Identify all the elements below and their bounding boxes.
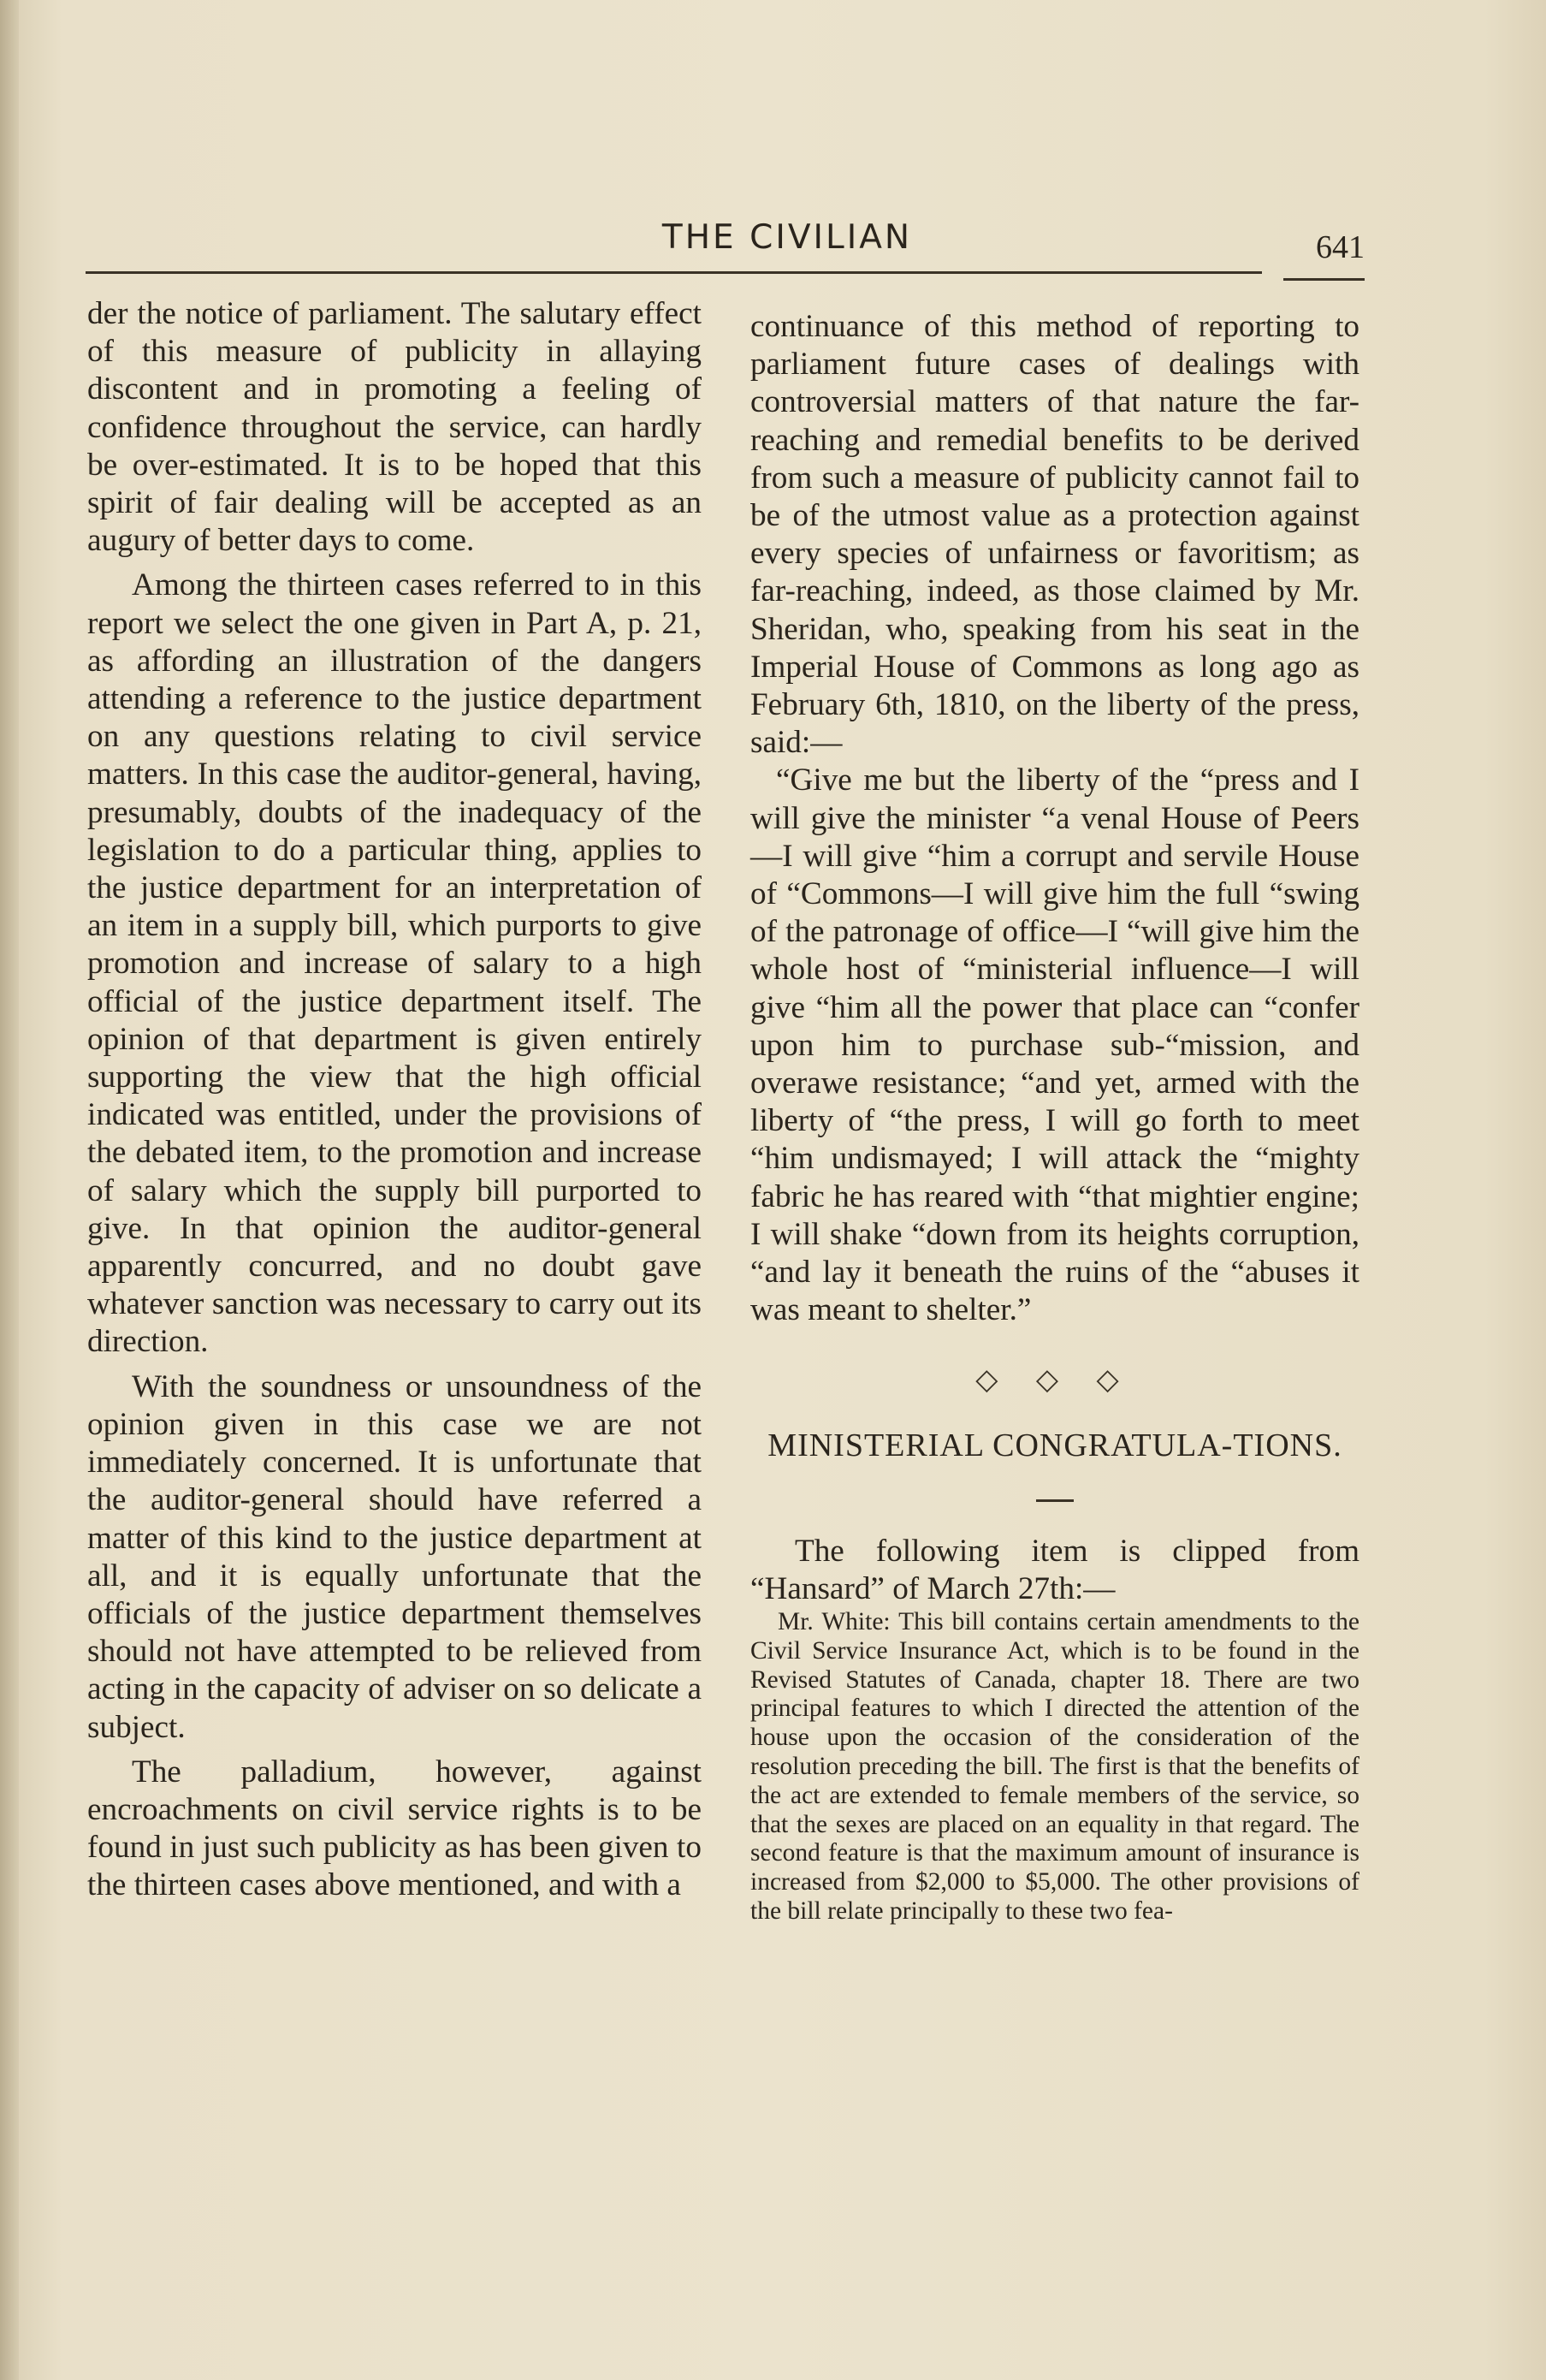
section-ornament: ◇ ◇ ◇ bbox=[975, 1364, 1134, 1397]
left-column bbox=[87, 295, 702, 1905]
left-paragraph-4: The palladium, however, against encroachments on civil service rights is to be found in just such publicity as has been given to the thirteen cases above mentioned, and with a bbox=[87, 1754, 702, 1903]
page-number: 641 bbox=[1316, 229, 1365, 265]
left-paragraph-3: With the soundness or unsoundness of the opinion given in this case we are not immediately concerned. It is unfortunate that the auditor-general should have referred a matter of this kind to the justice department at all, and it is equally unfortunate that the officials of the justice department themselves should not have attempted to be relieved from acting in the capacity of adviser on so delicate a subject. bbox=[87, 1368, 702, 1745]
hansard-excerpt: Mr. White: This bill contains certain amendments to the Civil Service Insurance Act, which is to be found in the Revised Statutes of Canada, chapter 18. There are two principal features to which I directed the attention of the house upon the occasion of the consideration of the resolution preceding the bill. The first is that the benefits of the act are extended to female members of the service, so that the sexes are placed on an equality in that regard. The second feature is that the maximum amount of insurance is increased from $2,000 to $5,000. The other provisions of the bill relate principally to these two fea- bbox=[750, 1608, 1359, 1926]
header-rule bbox=[86, 271, 1262, 274]
sheridan-quote: “Give me but the liberty of the “press and I will give the minister “a venal House of Peers—I will give “him a corrupt and servile House of “Commons—I will give him the full “swing of the patronage of office—I “will give him the whole host of “ministerial influence—I will give “him all the power that place can “confer upon him to purchase sub-“mission, and overawe resistance; “and yet, armed with the liberty of “the press, I will go forth to meet “him undismayed; I will attack the “mighty fabric he has reared with “that mightier engine; I will shake “down from its heights corruption, “and lay it beneath the ruins of the “abuses it was meant to shelter.” bbox=[750, 763, 1359, 1328]
binding-edge bbox=[0, 0, 19, 2380]
right-column bbox=[750, 308, 1359, 1926]
section-heading: MINISTERIAL CONGRATULA-TIONS. bbox=[767, 1427, 1342, 1463]
heading-dash bbox=[1036, 1499, 1074, 1502]
page-header bbox=[86, 218, 1365, 278]
header-rule-short bbox=[1283, 278, 1365, 281]
left-paragraph-2: Among the thirteen cases referred to in this report we select the one given in Part A, p. 21, as affording an illustration of the dangers attending a reference to the justice department on any questions relating to civil service matters. In this case the auditor-general, having, presumably, doubts of the inadequacy of the legislation to do a particular thing, applies to the justice department for an interpretation of an item in a supply bill, which purports to give promotion and increase of salary to a high official of the justice department itself. The opinion of that department is given entirely supporting the view that the high official indicated was entitled, under the provisions of the debated item, to the promotion and increase of salary which the supply bill purported to give. In that opinion the auditor-general apparently concurred, and no doubt gave whatever sanction was necessary to carry out its direction. bbox=[87, 567, 702, 1360]
left-paragraph-1: der the notice of parliament. The salutary effect of this measure of publicity in allaying discontent and in promoting a feeling of confidence throughout the service, can hardly be over-estimated. It is to be hoped that this spirit of fair dealing will be accepted as an augury of better days to come. bbox=[87, 296, 702, 559]
hansard-intro: The following item is clipped from “Hansard” of March 27th:— bbox=[750, 1533, 1359, 1606]
right-paragraph-1: continuance of this method of reporting to parliament future cases of dealings with controversial matters of that nature the far-reaching and remedial benefits to be derived from such a measure of publicity cannot fail to be of the utmost value as a protection against every species of unfairness or favoritism; as far-reaching, indeed, as those claimed by Mr. Sheridan, who, speaking from his seat in the Imperial House of Commons as long ago as February 6th, 1810, on the liberty of the press, said:— bbox=[750, 309, 1359, 761]
running-title: THE CIVILIAN bbox=[661, 218, 913, 257]
